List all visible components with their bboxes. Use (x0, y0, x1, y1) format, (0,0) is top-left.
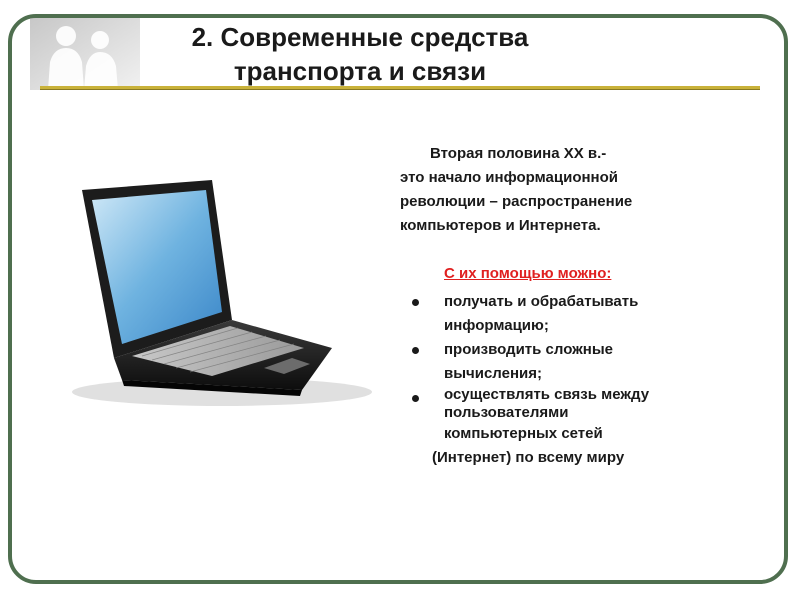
content-text (400, 142, 760, 470)
bullet-dot-icon (412, 395, 419, 402)
bullet-text: вычисления; (444, 365, 543, 382)
bullet-item (400, 386, 760, 422)
bullet-list (400, 290, 760, 470)
bullet-dot-icon (412, 299, 419, 306)
title-underline-shadow (40, 89, 760, 90)
bullet-text: получать и обрабатывать (444, 293, 639, 310)
title-line-1: 2. Современные средства (191, 22, 529, 52)
intro-line-2: это начало информационной (400, 169, 618, 186)
bullet-item (400, 290, 760, 338)
bullet-text: осуществлять связь между (444, 386, 650, 403)
slide-title (120, 20, 600, 88)
bullet-text: производить сложные (444, 341, 614, 358)
title-line-2: транспорта и связи (233, 56, 487, 86)
bullet-text: информацию; (444, 317, 549, 334)
bullet-continuation: (Интернет) по всему миру (432, 449, 625, 466)
intro-line-1: Вторая половина XX в.- (430, 145, 607, 162)
intro-line-3: революции – распространение (400, 193, 633, 210)
subheading: С их помощью можно: (444, 265, 612, 282)
bullet-continuation: компьютерных сетей (444, 425, 603, 442)
intro-line-4: компьютеров и Интернета. (400, 217, 601, 234)
bullet-dot-icon (412, 347, 419, 354)
bullet-text: пользователями (444, 404, 569, 421)
laptop-illustration (52, 180, 372, 410)
bullet-item (400, 338, 760, 386)
